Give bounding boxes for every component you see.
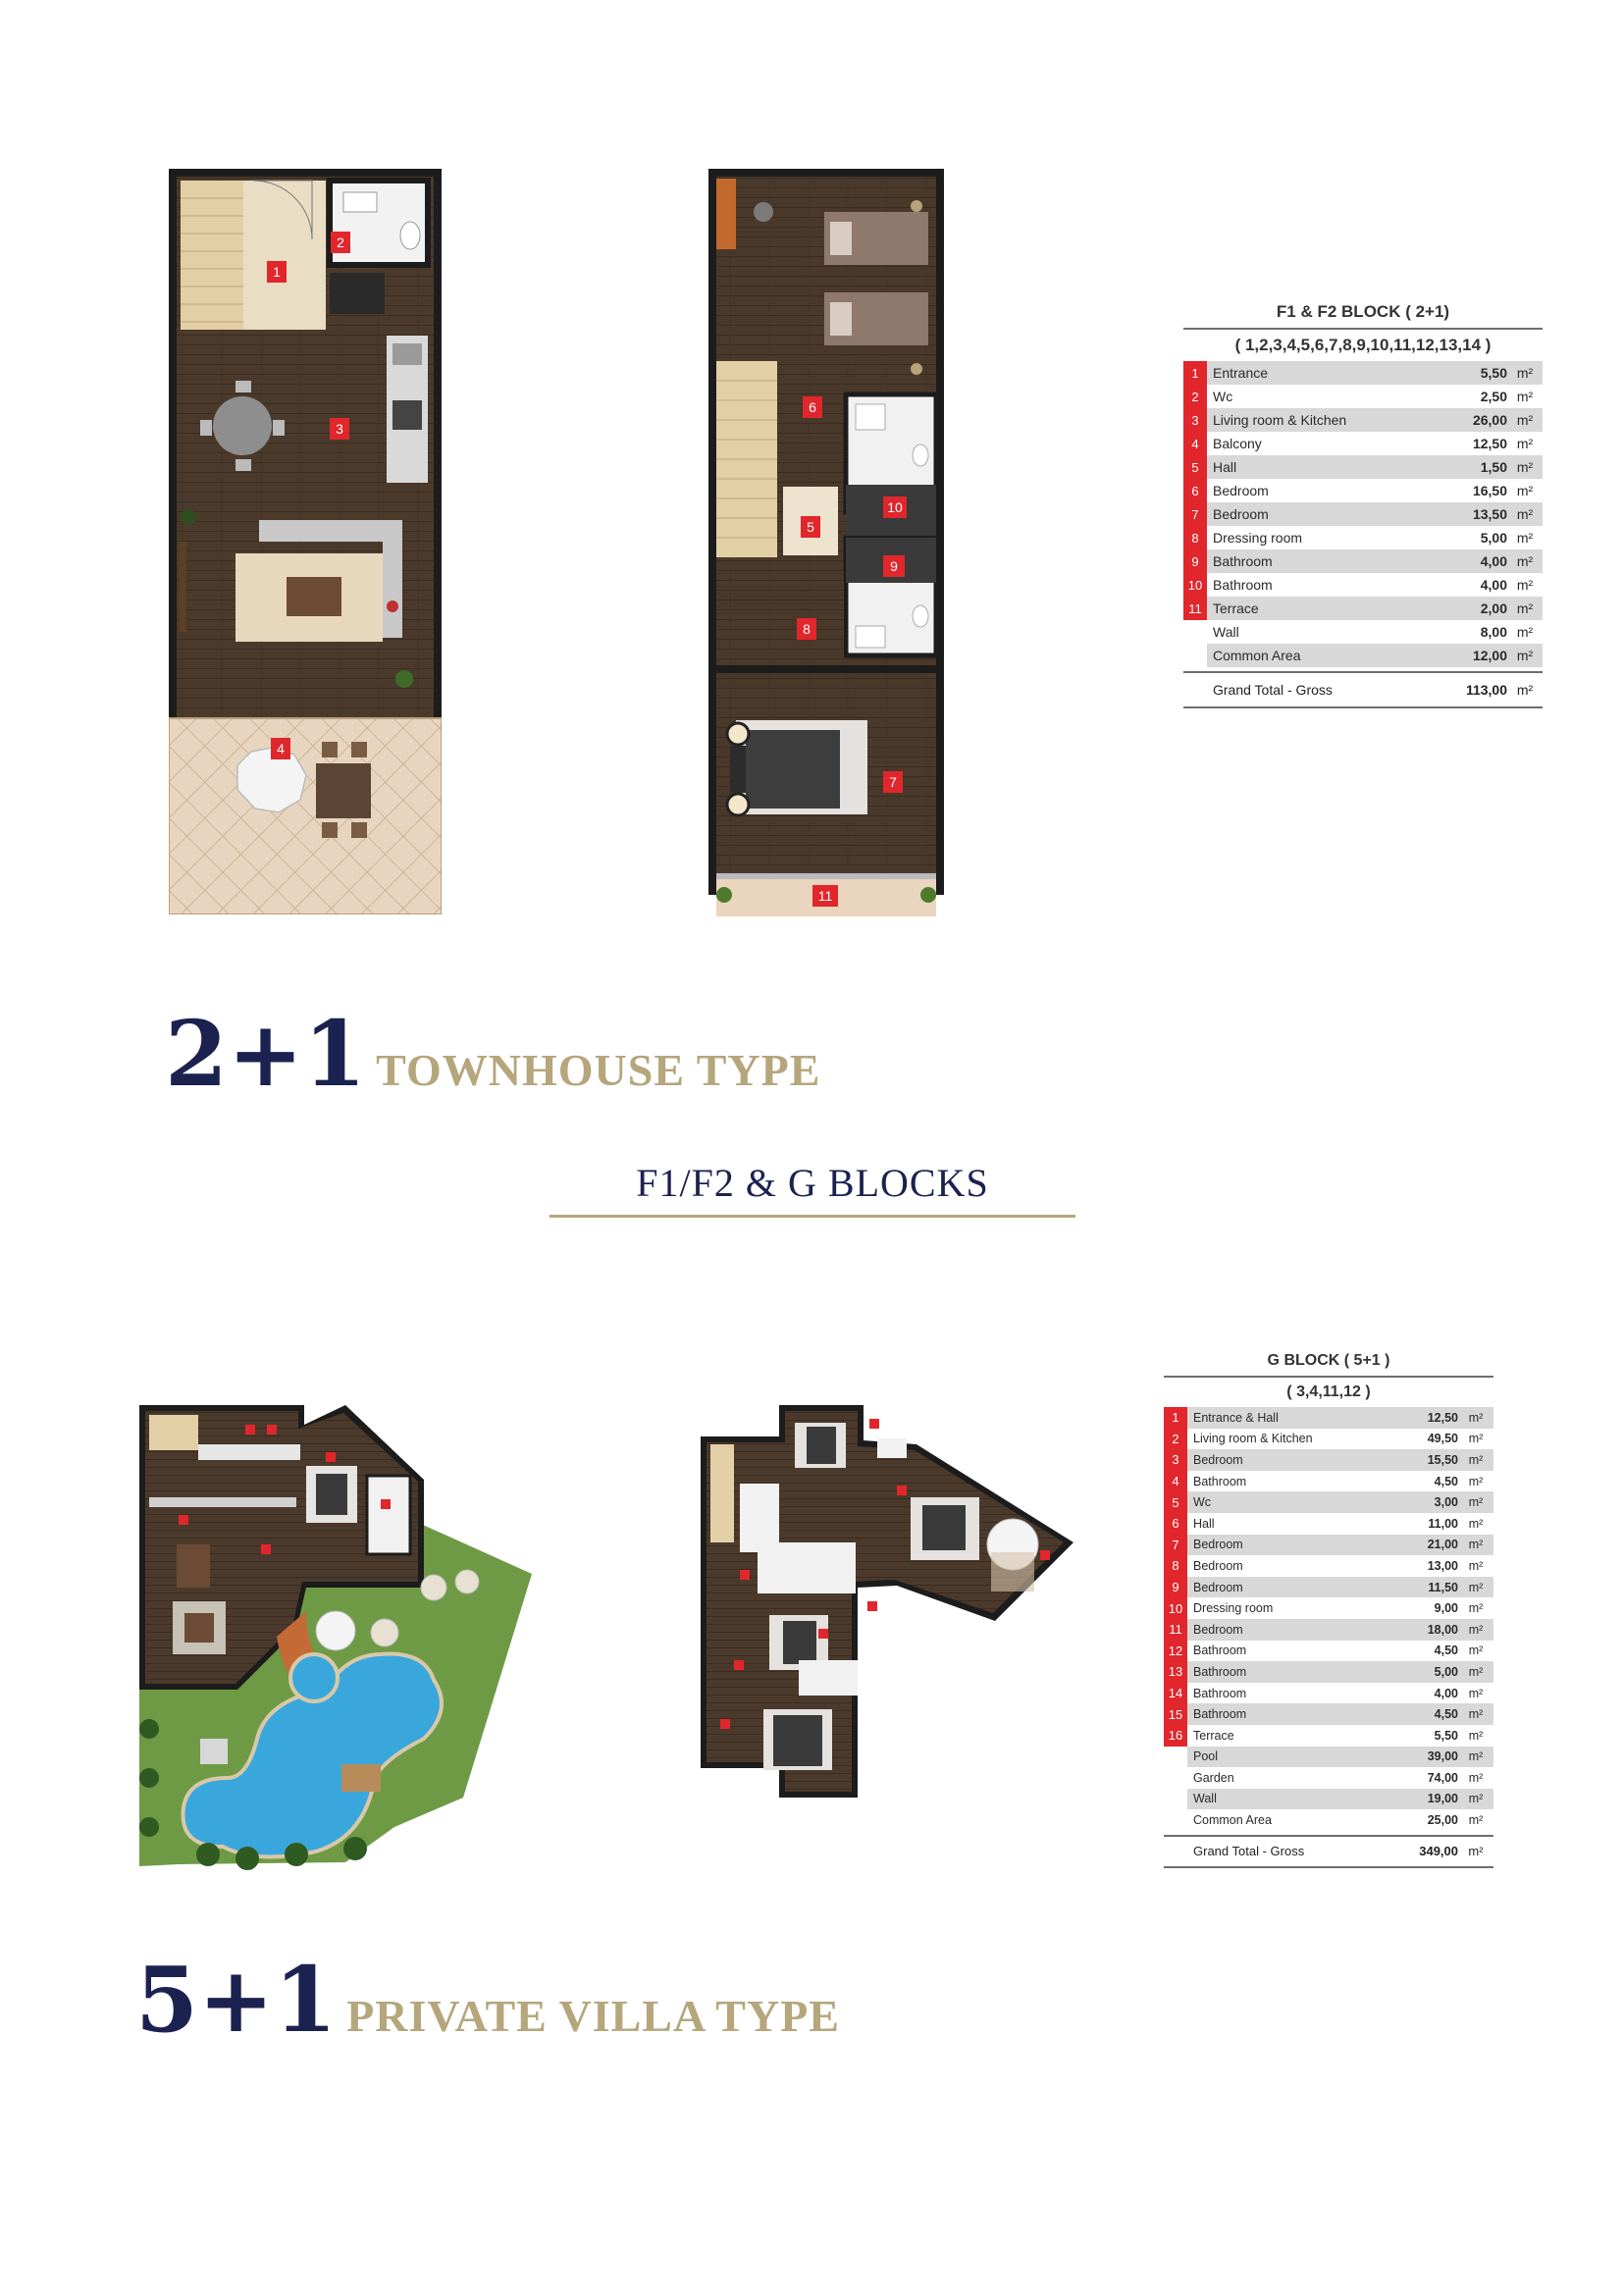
- room-name: Bedroom: [1193, 1622, 1243, 1637]
- room-name: Bedroom: [1193, 1538, 1243, 1552]
- area-unit: m²: [1468, 1686, 1484, 1700]
- room-area: 15,50: [1427, 1452, 1458, 1467]
- row-cells: [1187, 1641, 1493, 1662]
- row-cells: [1187, 1513, 1493, 1535]
- area-unit: m²: [1468, 1410, 1484, 1425]
- row-number: [1183, 644, 1207, 667]
- sofa: [259, 520, 383, 542]
- area-unit: m²: [1468, 1813, 1484, 1828]
- row-number: 8: [1183, 526, 1207, 549]
- table-row: [1183, 385, 1543, 408]
- row-cells: [1187, 1577, 1493, 1598]
- row-number: 16: [1164, 1725, 1187, 1747]
- row-number: 1: [1164, 1407, 1187, 1429]
- row-number: 10: [1183, 573, 1207, 597]
- row-cells: [1207, 644, 1543, 667]
- row-number: 5: [1164, 1491, 1187, 1513]
- table-row: [1164, 1449, 1493, 1471]
- row-cells: [1207, 526, 1543, 549]
- room-name: Living room & Kitchen: [1193, 1432, 1313, 1446]
- room-area: 74,00: [1427, 1770, 1458, 1785]
- table-row: [1164, 1767, 1493, 1789]
- area-unit: m²: [1516, 530, 1534, 546]
- room-name: Balcony: [1213, 436, 1262, 451]
- room-area: 21,00: [1427, 1538, 1458, 1552]
- table-row: [1183, 620, 1543, 644]
- row-number: 7: [1183, 502, 1207, 526]
- table-row: [1164, 1407, 1493, 1429]
- bathroom: [799, 1660, 858, 1696]
- total-unit: m²: [1468, 1844, 1484, 1859]
- room-number-label: 10: [887, 499, 903, 515]
- room-area: 2,00: [1480, 600, 1507, 616]
- room-area: 49,50: [1427, 1432, 1458, 1446]
- dining-table: [177, 1544, 210, 1588]
- area-unit: m²: [1516, 648, 1534, 663]
- table-row: [1183, 432, 1543, 455]
- villa-type-heading: [135, 1947, 840, 2053]
- room-name: Bathroom: [1193, 1707, 1247, 1722]
- room-area: 3,00: [1434, 1495, 1458, 1510]
- room-number-label: 3: [336, 421, 343, 437]
- row-cells: [1187, 1809, 1493, 1831]
- area-unit: m²: [1516, 506, 1534, 522]
- row-number: 14: [1164, 1683, 1187, 1704]
- row-cells: [1207, 549, 1543, 573]
- room-name: Bedroom: [1213, 506, 1269, 522]
- row-number: 5: [1183, 455, 1207, 479]
- room-area: 9,00: [1434, 1601, 1458, 1616]
- room-name: Hall: [1193, 1516, 1215, 1531]
- dining-table: [213, 396, 272, 455]
- room-area: 4,50: [1434, 1474, 1458, 1488]
- area-unit: m²: [1468, 1538, 1484, 1552]
- area-unit: m²: [1516, 577, 1534, 593]
- total-label: Grand Total - Gross: [1213, 682, 1333, 698]
- table-row: [1183, 361, 1543, 385]
- room-number-label: 2: [337, 235, 344, 250]
- row-number: 15: [1164, 1703, 1187, 1725]
- room-area: 12,50: [1472, 436, 1507, 451]
- type-label: PRIVATE VILLA TYPE: [346, 1991, 840, 2041]
- row-cells: [1207, 573, 1543, 597]
- row-cells: [1187, 1491, 1493, 1513]
- row-cells: [1187, 1471, 1493, 1492]
- area-unit: m²: [1468, 1770, 1484, 1785]
- table-row: [1164, 1683, 1493, 1704]
- room-name: Bedroom: [1193, 1452, 1243, 1467]
- room-area: 4,00: [1480, 577, 1507, 593]
- bathroom: [367, 1476, 410, 1554]
- balcony-table: [316, 763, 371, 818]
- blocks-title: F1/F2 & G BLOCKS: [636, 1161, 989, 1205]
- room-number-label: 4: [277, 741, 285, 757]
- area-unit: m²: [1468, 1495, 1484, 1510]
- townhouse-upper-floor-plan: [708, 169, 944, 916]
- room-name: Entrance: [1213, 365, 1269, 381]
- row-number: 10: [1164, 1597, 1187, 1619]
- table-row: [1183, 549, 1543, 573]
- area-unit: m²: [1516, 389, 1534, 404]
- table-row: [1164, 1809, 1493, 1831]
- area-unit: m²: [1516, 553, 1534, 569]
- type-number: 2+1: [165, 1001, 367, 1107]
- entrance-floor: [243, 181, 326, 330]
- total-value: 349,00: [1419, 1844, 1458, 1859]
- room-name: Bathroom: [1193, 1644, 1247, 1658]
- room-name: Bathroom: [1213, 553, 1273, 569]
- table-subtitle: ( 3,4,11,12 ): [1286, 1383, 1371, 1400]
- room-name: Dressing room: [1213, 530, 1303, 546]
- room-name: Wall: [1213, 624, 1239, 640]
- row-number: [1183, 620, 1207, 644]
- room-area: 11,00: [1428, 1516, 1458, 1531]
- row-number: [1164, 1789, 1187, 1810]
- villa-area-table: [1164, 1352, 1493, 1868]
- townhouse-type-heading: [165, 1001, 820, 1107]
- table-subtitle: ( 1,2,3,4,5,6,7,8,9,10,11,12,13,14 ): [1234, 336, 1492, 354]
- hall-floor: [758, 1542, 856, 1593]
- room-area: 25,00: [1427, 1813, 1458, 1828]
- area-unit: m²: [1468, 1622, 1484, 1637]
- room-area: 26,00: [1472, 412, 1507, 428]
- villa-upper-floor-plan: [701, 1405, 1073, 1837]
- room-area: 39,00: [1427, 1749, 1458, 1764]
- table-row: [1164, 1619, 1493, 1641]
- row-cells: [1187, 1683, 1493, 1704]
- table-row: [1164, 1471, 1493, 1492]
- row-cells: [1187, 1619, 1493, 1641]
- row-number: 2: [1164, 1429, 1187, 1450]
- area-unit: m²: [1468, 1707, 1484, 1722]
- balcony-floor: [169, 718, 442, 914]
- room-area: 4,00: [1434, 1686, 1458, 1700]
- staircase: [181, 181, 243, 330]
- row-cells: [1187, 1767, 1493, 1789]
- row-cells: [1207, 432, 1543, 455]
- row-number: 9: [1164, 1577, 1187, 1598]
- room-name: Bathroom: [1193, 1686, 1247, 1700]
- row-cells: [1207, 385, 1543, 408]
- table-row: [1164, 1661, 1493, 1683]
- room-name: Entrance & Hall: [1193, 1410, 1279, 1425]
- bed: [783, 1621, 816, 1664]
- room-number-label: 8: [803, 621, 811, 637]
- townhouse-ground-floor-plan: [169, 169, 442, 914]
- room-area: 4,50: [1434, 1707, 1458, 1722]
- row-number: 6: [1183, 479, 1207, 502]
- table-row: [1183, 479, 1543, 502]
- row-number: [1164, 1767, 1187, 1789]
- area-unit: m²: [1468, 1728, 1484, 1743]
- table-row: [1164, 1555, 1493, 1577]
- area-unit: m²: [1516, 436, 1534, 451]
- row-cells: [1207, 479, 1543, 502]
- table-row: [1183, 644, 1543, 667]
- townhouse-area-table: [1183, 302, 1543, 708]
- table-row: [1164, 1597, 1493, 1619]
- row-number: 9: [1183, 549, 1207, 573]
- row-cells: [1207, 620, 1543, 644]
- room-area: 1,50: [1480, 459, 1507, 475]
- table-row: [1183, 408, 1543, 432]
- room-name: Bedroom: [1193, 1580, 1243, 1594]
- row-number: 6: [1164, 1513, 1187, 1535]
- area-unit: m²: [1516, 600, 1534, 616]
- room-number-label: 5: [807, 519, 814, 535]
- table-row: [1164, 1491, 1493, 1513]
- room-name: Wc: [1193, 1495, 1212, 1510]
- table-row: [1183, 455, 1543, 479]
- room-name: Wall: [1193, 1792, 1217, 1806]
- area-unit: m²: [1468, 1452, 1484, 1467]
- table-total-row: [1164, 1837, 1493, 1866]
- room-area: 4,50: [1434, 1644, 1458, 1658]
- row-number: [1164, 1809, 1187, 1831]
- row-cells: [1187, 1535, 1493, 1556]
- room-name: Living room & Kitchen: [1213, 412, 1347, 428]
- room-name: Common Area: [1213, 648, 1301, 663]
- master-bed: [746, 730, 840, 809]
- row-number: [1164, 1747, 1187, 1768]
- room-name: Pool: [1193, 1749, 1219, 1764]
- blocks-title-rule: [550, 1215, 1075, 1218]
- area-unit: m²: [1516, 365, 1534, 381]
- table-body: [1164, 1407, 1493, 1831]
- bed: [316, 1474, 347, 1515]
- townhouse-upper-floor-drawing: [708, 169, 944, 916]
- total-label: Grand Total - Gross: [1193, 1844, 1305, 1859]
- room-name: Common Area: [1193, 1813, 1272, 1828]
- area-unit: m²: [1516, 459, 1534, 475]
- row-number: 3: [1183, 408, 1207, 432]
- row-cells: [1207, 455, 1543, 479]
- room-name: Bathroom: [1193, 1474, 1247, 1488]
- table-row: [1183, 502, 1543, 526]
- bed: [807, 1427, 836, 1464]
- total-value: 113,00: [1465, 682, 1507, 698]
- room-area: 5,00: [1480, 530, 1507, 546]
- room-area: 5,00: [1434, 1664, 1458, 1679]
- table-row: [1183, 597, 1543, 620]
- area-unit: m²: [1468, 1474, 1484, 1488]
- row-number: 1: [1183, 361, 1207, 385]
- type-number: 5+1: [135, 1947, 338, 2053]
- total-unit: m²: [1516, 682, 1534, 698]
- area-unit: m²: [1468, 1601, 1484, 1616]
- table-row: [1164, 1703, 1493, 1725]
- table-row: [1164, 1513, 1493, 1535]
- area-unit: m²: [1468, 1580, 1484, 1594]
- row-cells: [1207, 361, 1543, 385]
- row-cells: [1187, 1597, 1493, 1619]
- table-title: F1 & F2 BLOCK ( 2+1): [1276, 302, 1450, 321]
- row-number: 4: [1164, 1471, 1187, 1492]
- table-title: G BLOCK ( 5+1 ): [1267, 1352, 1390, 1369]
- row-number: 4: [1183, 432, 1207, 455]
- room-number-label: 6: [809, 399, 816, 415]
- room-name: Bathroom: [1193, 1664, 1247, 1679]
- room-area: 2,50: [1480, 389, 1507, 404]
- room-name: Dressing room: [1193, 1601, 1274, 1616]
- room-area: 18,00: [1427, 1622, 1458, 1637]
- row-cells: [1187, 1555, 1493, 1577]
- row-number: 13: [1164, 1661, 1187, 1683]
- room-name: Terrace: [1193, 1728, 1234, 1743]
- room-area: 13,00: [1427, 1558, 1458, 1573]
- area-unit: m²: [1468, 1432, 1484, 1446]
- row-number: 11: [1183, 597, 1207, 620]
- room-name: Bedroom: [1193, 1558, 1243, 1573]
- table-row: [1183, 526, 1543, 549]
- row-cells: [1187, 1407, 1493, 1429]
- table-rule: [1183, 706, 1543, 708]
- table-total-row: [1183, 673, 1543, 706]
- area-unit: m²: [1468, 1792, 1484, 1806]
- room-name: Bathroom: [1213, 577, 1273, 593]
- room-area: 13,50: [1472, 506, 1507, 522]
- row-cells: [1207, 408, 1543, 432]
- area-unit: m²: [1468, 1749, 1484, 1764]
- table-body: [1183, 361, 1543, 667]
- villa-ground-floor-plan: [139, 1405, 532, 1886]
- room-area: 4,00: [1480, 553, 1507, 569]
- row-cells: [1187, 1789, 1493, 1810]
- area-unit: m²: [1468, 1558, 1484, 1573]
- type-label: TOWNHOUSE TYPE: [376, 1045, 821, 1095]
- room-area: 19,00: [1427, 1792, 1458, 1806]
- table-row: [1164, 1535, 1493, 1556]
- bed: [922, 1505, 966, 1550]
- table-row: [1164, 1641, 1493, 1662]
- room-name: Terrace: [1213, 600, 1259, 616]
- room-area: 16,50: [1472, 483, 1507, 498]
- villa-ground-floor-drawing: [139, 1405, 532, 1886]
- table-row: [1164, 1577, 1493, 1598]
- area-unit: m²: [1516, 483, 1534, 498]
- row-cells: [1207, 597, 1543, 620]
- row-number: 7: [1164, 1535, 1187, 1556]
- staircase: [149, 1415, 198, 1450]
- table-row: [1164, 1747, 1493, 1768]
- townhouse-ground-floor-drawing: [169, 169, 442, 914]
- room-area: 12,50: [1427, 1410, 1458, 1425]
- area-unit: m²: [1468, 1516, 1484, 1531]
- room-name: Bedroom: [1213, 483, 1269, 498]
- row-number: 3: [1164, 1449, 1187, 1471]
- room-name: Hall: [1213, 459, 1237, 475]
- table-row: [1164, 1789, 1493, 1810]
- room-number-label: 7: [889, 774, 897, 790]
- row-number: 11: [1164, 1619, 1187, 1641]
- room-area: 11,50: [1428, 1580, 1458, 1594]
- table-row: [1183, 573, 1543, 597]
- area-unit: m²: [1516, 624, 1534, 640]
- row-cells: [1187, 1449, 1493, 1471]
- area-unit: m²: [1468, 1644, 1484, 1658]
- room-area: 5,50: [1434, 1728, 1458, 1743]
- row-number: 12: [1164, 1641, 1187, 1662]
- bed: [773, 1715, 822, 1766]
- room-number-label: 11: [817, 888, 833, 904]
- row-cells: [1187, 1725, 1493, 1747]
- room-area: 12,00: [1472, 648, 1507, 663]
- row-number: 8: [1164, 1555, 1187, 1577]
- row-cells: [1187, 1747, 1493, 1768]
- table-row: [1164, 1429, 1493, 1450]
- row-cells: [1187, 1703, 1493, 1725]
- area-unit: m²: [1468, 1664, 1484, 1679]
- row-number: 2: [1183, 385, 1207, 408]
- room-area: 8,00: [1480, 624, 1507, 640]
- table-row: [1164, 1725, 1493, 1747]
- room-number-label: 9: [890, 558, 898, 574]
- room-name: Wc: [1213, 389, 1233, 404]
- area-unit: m²: [1516, 412, 1534, 428]
- staircase: [710, 1444, 734, 1542]
- row-cells: [1187, 1661, 1493, 1683]
- room-number-label: 1: [273, 264, 281, 280]
- villa-upper-floor-drawing: [701, 1405, 1073, 1837]
- row-cells: [1207, 502, 1543, 526]
- room-name: Garden: [1193, 1770, 1234, 1785]
- bathroom: [740, 1484, 779, 1552]
- row-cells: [1187, 1429, 1493, 1450]
- table-rule: [1164, 1866, 1493, 1868]
- room-area: 5,50: [1480, 365, 1507, 381]
